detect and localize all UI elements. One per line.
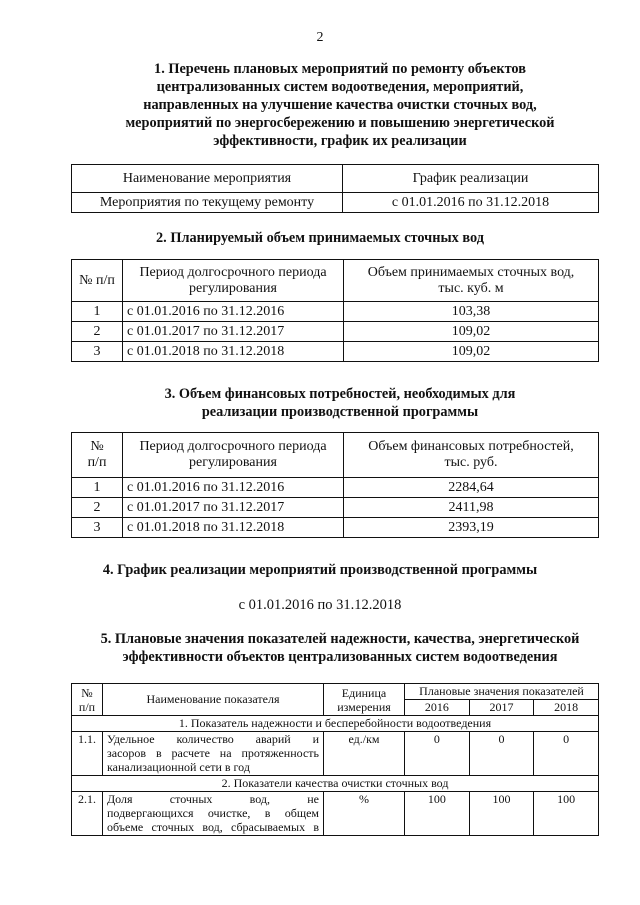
section5-title-line: эффективности объектов централизованных систем водоотведения [122, 649, 558, 665]
row-num: 2.1. [72, 792, 103, 836]
row-name-line: засоров в расчете на протяженность [107, 746, 319, 760]
row-indicator-name [103, 732, 324, 776]
section3-title-line: реализации производственной программы [201, 404, 479, 420]
header-financial-line: тыс. руб. [444, 455, 498, 470]
row-period: с 01.01.2016 по 31.12.2016 [123, 478, 344, 498]
row-period: с 01.01.2017 по 31.12.2017 [123, 322, 344, 342]
header-unit [324, 684, 405, 716]
section2-title: 2. Планируемый объем принимаемых сточных вод [156, 230, 484, 246]
section4-period: с 01.01.2016 по 31.12.2018 [238, 597, 402, 613]
header-year-2018: 2018 [534, 700, 599, 716]
row-num: 2 [72, 498, 123, 518]
header-volume [344, 260, 599, 302]
row-period: с 01.01.2016 по 31.12.2016 [123, 302, 344, 322]
section1-title-line: направленных на улучшение качества очистки сточных вод, [143, 97, 537, 113]
header-indicator-name: Наименование показателя [103, 684, 324, 716]
row-unit: ед./км [324, 732, 405, 776]
row-num: 2 [72, 322, 123, 342]
header-period-line: Период долгосрочного периода [139, 439, 327, 454]
row-amount: 2393,19 [344, 518, 599, 538]
row-volume: 103,38 [344, 302, 599, 322]
table-row [72, 732, 599, 776]
header-num [72, 433, 123, 478]
header-num: № п/п [72, 260, 123, 302]
table-row [72, 498, 599, 518]
financial-needs-table [71, 432, 599, 538]
row-period: с 01.01.2018 по 31.12.2018 [123, 342, 344, 362]
row-indicator-name [103, 792, 324, 836]
group-reliability: 1. Показатель надежности и бесперебойности водоотведения [72, 716, 599, 732]
row-value-2016: 100 [405, 792, 470, 836]
row-value-2018: 100 [534, 792, 599, 836]
group-treatment-quality: 2. Показатели качества очистки сточных вод [72, 776, 599, 792]
table-row [72, 342, 599, 362]
row-amount: 2411,98 [344, 498, 599, 518]
header-volume-line: Объем принимаемых сточных вод, [367, 264, 575, 280]
header-period-line: регулирования [189, 280, 277, 296]
header-period [123, 260, 344, 302]
row-value-2018: 0 [534, 732, 599, 776]
row-name-line: Удельное количество аварий и [107, 732, 319, 746]
header-volume-line: тыс. куб. м [438, 280, 504, 296]
table-row [72, 518, 599, 538]
section1-title-line: мероприятий по энергосбережению и повышению энергетической [125, 115, 555, 131]
header-financial [344, 433, 599, 478]
section3-title-line: 3. Объем финансовых потребностей, необходимых для [164, 386, 516, 402]
section1-title-line: централизованных систем водоотведения, мероприятий, [156, 79, 524, 95]
activities-table [71, 164, 599, 213]
row-unit: % [324, 792, 405, 836]
wastewater-volume-table [71, 259, 599, 362]
row-period: с 01.01.2018 по 31.12.2018 [123, 518, 344, 538]
header-schedule: График реализации [343, 165, 599, 193]
header-financial-line: Объем финансовых потребностей, [368, 439, 574, 454]
header-year-2016: 2016 [405, 700, 470, 716]
table-row [72, 322, 599, 342]
header-period [123, 433, 344, 478]
activity-name: Мероприятия по текущему ремонту [72, 193, 343, 213]
header-activity-name: Наименование мероприятия [72, 165, 343, 193]
section1-title-line: 1. Перечень плановых мероприятий по ремонту объектов [154, 61, 526, 77]
row-amount: 2284,64 [344, 478, 599, 498]
row-num: 3 [72, 342, 123, 362]
header-period-line: Период долгосрочного периода [139, 264, 327, 280]
table-row [72, 478, 599, 498]
section5-title-line: 5. Плановые значения показателей надежности, качества, энергетической [100, 631, 580, 647]
header-period-line: регулирования [189, 455, 277, 470]
row-num: 1.1. [72, 732, 103, 776]
row-value-2017: 0 [469, 732, 534, 776]
table-row [72, 792, 599, 836]
indicators-table [71, 683, 599, 836]
row-name-line: Доля сточных вод, не [107, 792, 319, 806]
header-num-line: № [81, 685, 93, 700]
header-year-2017: 2017 [469, 700, 534, 716]
row-num: 1 [72, 478, 123, 498]
row-name-line: подвергающихся очистке, в общем [107, 806, 319, 820]
header-unit-line: Единица [341, 685, 387, 700]
row-num: 1 [72, 302, 123, 322]
row-name-line: объеме сточных вод, сбрасываемых в [107, 820, 319, 834]
row-value-2016: 0 [405, 732, 470, 776]
header-unit-line: измерения [337, 699, 391, 714]
header-num-line: п/п [78, 699, 96, 714]
table-row [72, 302, 599, 322]
section3-title [90, 385, 590, 421]
section5-title [70, 630, 610, 666]
section1-title-line: эффективности, график их реализации [213, 133, 467, 149]
activity-schedule: с 01.01.2016 по 31.12.2018 [343, 193, 599, 213]
header-num [72, 684, 103, 716]
header-planned-values: Плановые значения показателей [405, 684, 599, 700]
row-name-line: канализационной сети в год [107, 760, 250, 774]
row-value-2017: 100 [469, 792, 534, 836]
header-num-line: № [90, 439, 104, 454]
page-number: 2 [316, 30, 324, 45]
header-num-line: п/п [87, 455, 107, 470]
row-volume: 109,02 [344, 342, 599, 362]
section4-title: 4. График реализации мероприятий производственной программы [102, 562, 538, 578]
row-num: 3 [72, 518, 123, 538]
row-volume: 109,02 [344, 322, 599, 342]
row-period: с 01.01.2017 по 31.12.2017 [123, 498, 344, 518]
section1-title [90, 60, 590, 150]
